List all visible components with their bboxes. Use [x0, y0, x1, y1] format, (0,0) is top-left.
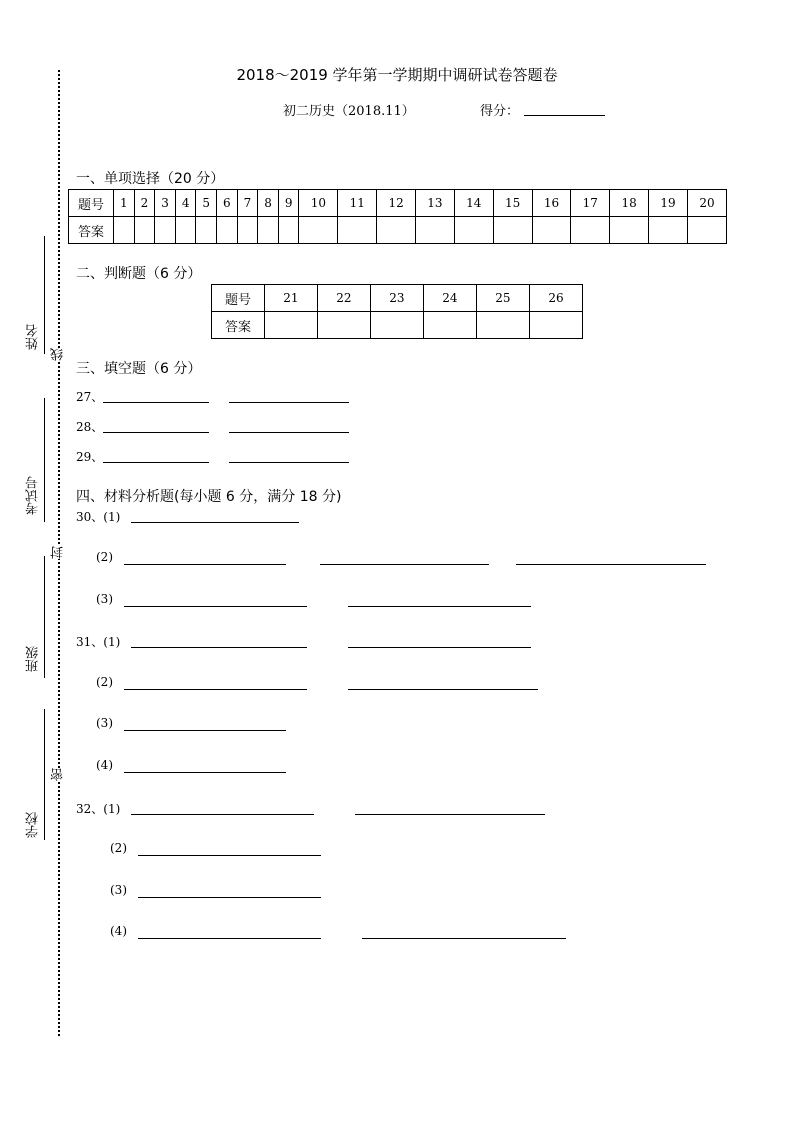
score-label: 得分： — [480, 104, 520, 119]
section-heading-choice: 一、单项选择（20 分） — [76, 171, 225, 187]
answer-cell[interactable] — [237, 217, 258, 244]
judge-answer-table — [211, 284, 583, 339]
answer-cell[interactable] — [610, 217, 649, 244]
answer-cell[interactable] — [264, 312, 317, 339]
question-label-32-2: (2) — [110, 841, 127, 855]
answer-cell[interactable] — [258, 217, 279, 244]
answer-blank[interactable] — [131, 522, 299, 523]
answer-cell[interactable] — [377, 217, 416, 244]
question-label-31-4: (4) — [96, 758, 113, 772]
answer-cell[interactable] — [196, 217, 217, 244]
answer-blank[interactable] — [229, 402, 349, 403]
answer-blank[interactable] — [348, 647, 531, 648]
answer-cell[interactable] — [649, 217, 688, 244]
question-number-cell: 1 — [114, 190, 135, 217]
answer-blank[interactable] — [124, 730, 286, 731]
question-number-cell: 16 — [532, 190, 571, 217]
question-label-31-2: (2) — [96, 675, 113, 689]
answer-blank[interactable] — [355, 814, 545, 815]
answer-blank[interactable] — [131, 647, 307, 648]
answer-cell[interactable] — [476, 312, 529, 339]
answer-blank[interactable] — [124, 772, 286, 773]
question-number-cell: 12 — [377, 190, 416, 217]
question-label-32-4: (4) — [110, 924, 127, 938]
question-number-cell: 19 — [649, 190, 688, 217]
answer-cell[interactable] — [454, 217, 493, 244]
question-label-31-3: (3) — [96, 716, 113, 730]
answer-blank[interactable] — [138, 855, 321, 856]
answer-blank[interactable] — [516, 564, 706, 565]
question-number-cell: 4 — [175, 190, 196, 217]
question-number-cell: 8 — [258, 190, 279, 217]
question-number-cell: 9 — [278, 190, 299, 217]
answer-cell[interactable] — [687, 217, 726, 244]
question-label-32-3: (3) — [110, 883, 127, 897]
question-number-cell: 21 — [264, 285, 317, 312]
question-number-cell: 3 — [155, 190, 176, 217]
answer-cell[interactable] — [338, 217, 377, 244]
question-label-30-1: 30、(1) — [76, 510, 121, 524]
question-number-cell: 17 — [571, 190, 610, 217]
answer-blank[interactable] — [229, 432, 349, 433]
question-label-27: 27、 — [76, 390, 104, 404]
answer-blank[interactable] — [103, 462, 209, 463]
answer-blank[interactable] — [229, 462, 349, 463]
table-header-row — [212, 285, 583, 312]
question-number-cell: 15 — [493, 190, 532, 217]
question-label-28: 28、 — [76, 420, 104, 434]
school-label: 学校 — [26, 812, 41, 838]
table-header-row — [69, 190, 727, 217]
answer-cell[interactable] — [299, 217, 338, 244]
table-header-cell: 题号 — [69, 190, 114, 217]
answer-cell[interactable] — [278, 217, 299, 244]
exam-subtitle: 初二历史（2018.11） — [283, 104, 415, 119]
seal-line-mark: 线 — [51, 348, 66, 361]
question-number-cell: 6 — [217, 190, 238, 217]
answer-cell[interactable] — [175, 217, 196, 244]
answer-cell[interactable] — [155, 217, 176, 244]
question-number-cell: 2 — [134, 190, 155, 217]
exam-number-blank[interactable] — [44, 398, 45, 522]
question-number-cell: 11 — [338, 190, 377, 217]
table-answer-row — [69, 217, 727, 244]
question-number-cell: 10 — [299, 190, 338, 217]
question-label-30-2: (2) — [96, 550, 113, 564]
question-number-cell: 23 — [370, 285, 423, 312]
question-number-cell: 26 — [529, 285, 582, 312]
answer-cell[interactable] — [370, 312, 423, 339]
answer-cell[interactable] — [134, 217, 155, 244]
answer-blank[interactable] — [124, 564, 286, 565]
name-blank[interactable] — [44, 236, 45, 354]
answer-cell[interactable] — [416, 217, 455, 244]
question-label-32-1: 32、(1) — [76, 802, 121, 816]
answer-cell[interactable] — [217, 217, 238, 244]
table-header-cell: 题号 — [212, 285, 265, 312]
choice-answer-table — [68, 189, 727, 244]
table-answer-label: 答案 — [212, 312, 265, 339]
name-label: 姓名 — [26, 324, 41, 350]
score-blank[interactable] — [524, 115, 605, 116]
question-number-cell: 18 — [610, 190, 649, 217]
class-label: 班级 — [26, 646, 41, 672]
answer-blank[interactable] — [348, 606, 531, 607]
answer-cell[interactable] — [529, 312, 582, 339]
table-answer-label: 答案 — [69, 217, 114, 244]
question-number-cell: 24 — [423, 285, 476, 312]
question-number-cell: 5 — [196, 190, 217, 217]
question-label-30-3: (3) — [96, 592, 113, 606]
answer-cell[interactable] — [532, 217, 571, 244]
answer-blank[interactable] — [103, 432, 209, 433]
seal-secret-mark: 密 — [51, 768, 66, 781]
question-label-31-1: 31、(1) — [76, 635, 121, 649]
question-number-cell: 20 — [687, 190, 726, 217]
answer-blank[interactable] — [320, 564, 489, 565]
answer-blank[interactable] — [131, 814, 314, 815]
question-number-cell: 22 — [317, 285, 370, 312]
seal-seal-mark: 封 — [51, 546, 66, 559]
answer-cell[interactable] — [114, 217, 135, 244]
section-heading-judge: 二、判断题（6 分） — [76, 266, 202, 282]
answer-cell[interactable] — [493, 217, 532, 244]
answer-cell[interactable] — [571, 217, 610, 244]
answer-blank[interactable] — [348, 689, 538, 690]
answer-blank[interactable] — [124, 606, 307, 607]
question-number-cell: 25 — [476, 285, 529, 312]
answer-blank[interactable] — [362, 938, 566, 939]
answer-blank[interactable] — [124, 689, 307, 690]
table-answer-row — [212, 312, 583, 339]
answer-blank[interactable] — [138, 897, 321, 898]
exam-number-label: 考试号 — [26, 476, 41, 515]
question-label-29: 29、 — [76, 450, 104, 464]
question-number-cell: 14 — [454, 190, 493, 217]
answer-blank[interactable] — [103, 402, 209, 403]
answer-cell[interactable] — [317, 312, 370, 339]
class-blank[interactable] — [44, 556, 45, 678]
section-heading-analysis: 四、材料分析题(每小题 6 分，满分 18 分) — [76, 489, 342, 505]
answer-cell[interactable] — [423, 312, 476, 339]
question-number-cell: 13 — [416, 190, 455, 217]
question-number-cell: 7 — [237, 190, 258, 217]
school-blank[interactable] — [44, 709, 45, 840]
page-title: 2018～2019 学年第一学期期中调研试卷答题卷 — [236, 66, 558, 84]
section-heading-fill: 三、填空题（6 分） — [76, 361, 202, 377]
answer-blank[interactable] — [138, 938, 321, 939]
